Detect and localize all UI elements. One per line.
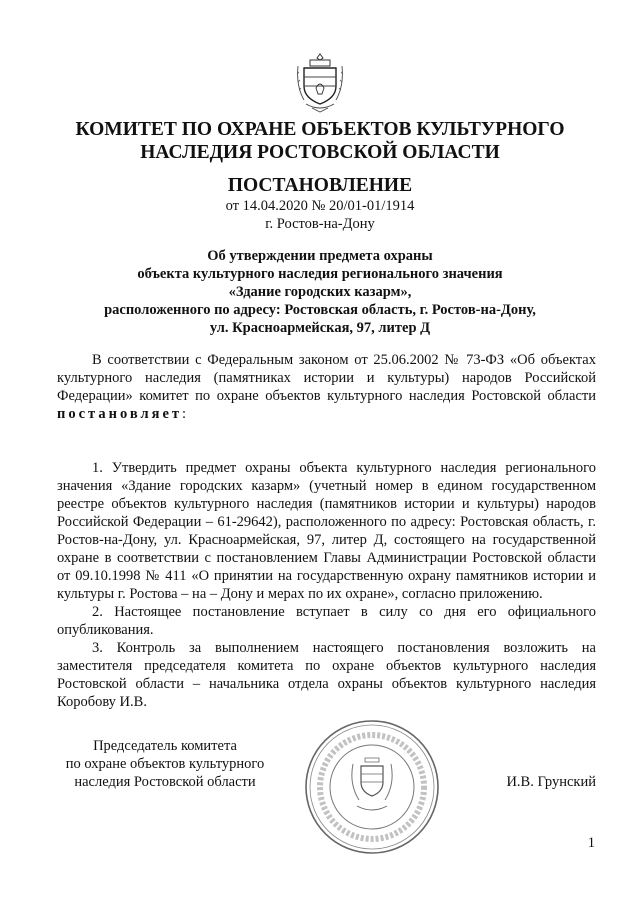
preamble — [57, 351, 596, 423]
decree-meta — [40, 197, 600, 233]
committee-line-2: НАСЛЕДИЯ РОСТОВСКОЙ ОБЛАСТИ — [140, 142, 500, 163]
page-number: 1 — [587, 835, 595, 851]
position-line: по охране объектов культурного — [65, 756, 265, 772]
decree-subject — [40, 247, 600, 337]
item-2: 2. Настоящее постановление вступает в силу со дня его официального опубликования. — [57, 604, 596, 638]
subject-line: «Здание городских казарм», — [228, 284, 412, 300]
subject-line: объекта культурного наследия регионального значения — [137, 266, 503, 282]
coat-of-arms-icon — [296, 52, 344, 114]
resolves-word: постановляет — [57, 406, 183, 422]
position-line: наследия Ростовской области — [74, 774, 256, 790]
decree-city: г. Ростов-на-Дону — [265, 216, 375, 232]
item-3: 3. Контроль за выполнением настоящего постановления возложить на заместителя председателя комитета по охране объектов культурного наследия Ростовской области – начальника отдела охраны объектов культурного наследия Коробову И.В. — [57, 640, 596, 710]
signatory-position — [40, 737, 290, 791]
preamble-text: В соответствии с Федеральным законом от 25.06.2002 № 73-ФЗ «Об объектах культурного наследия (памятниках истории и культуры) народов Российской Федерации» комитет по охране объектов культурного наследия Ростовской области — [57, 352, 596, 404]
preamble-paragraph — [57, 351, 596, 423]
committee-line-1: КОМИТЕТ ПО ОХРАНЕ ОБЪЕКТОВ КУЛЬТУРНОГО — [75, 119, 565, 140]
position-line: Председатель комитета — [93, 738, 237, 754]
committee-name — [40, 118, 600, 164]
item-1: 1. Утвердить предмет охраны объекта культурного наследия регионального значения «Здание городских казарм» (учетный номер в едином государственном реестре объектов культурного наследия (памятников истории и культуры) народов Российской Федерации – 61-29642), расположенного по адресу: Ростовская область, г. Ростов-на-Дону, ул. Красноармейская, 97, литер Д, состоящего на государственной охране в соответствии с постановлением Главы Администрации Ростовской области от 09.10.1998 № 411 «О принятии на государственную охрану памятников истории и культуры г. Ростова – на – Дону и мерах по их охране», согласно приложению. — [57, 460, 596, 602]
decree-date-number: от 14.04.2020 № 20/01-01/1914 — [225, 198, 415, 214]
signatory-name: И.В. Грунский — [506, 774, 596, 790]
subject-line: расположенного по адресу: Ростовская область, г. Ростов-на-Дону, — [104, 302, 536, 318]
subject-line: ул. Красноармейская, 97, литер Д — [209, 320, 431, 336]
decree-items — [57, 459, 596, 711]
subject-line: Об утверждении предмета охраны — [207, 248, 433, 264]
preamble-colon: : — [182, 406, 187, 422]
document-type: ПОСТАНОВЛЕНИЕ — [227, 175, 413, 196]
official-seal-stamp — [303, 718, 441, 856]
